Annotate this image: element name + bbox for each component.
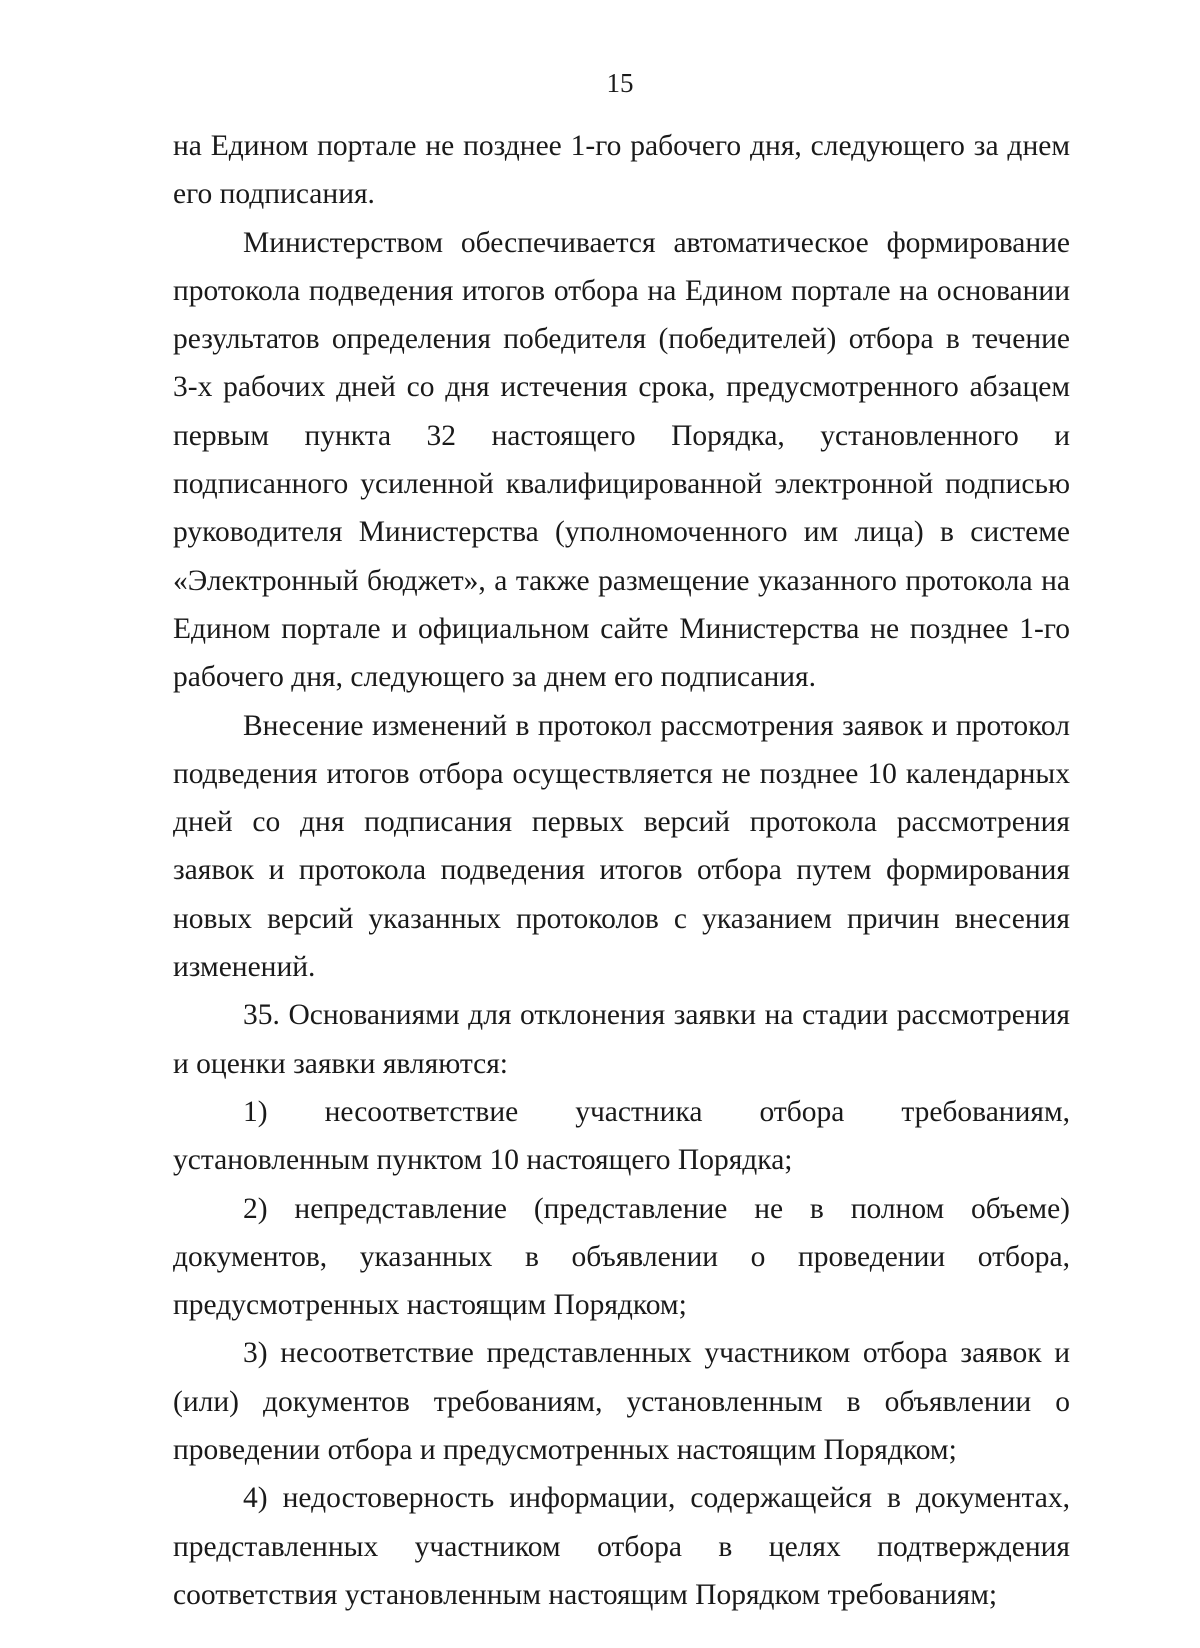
document-body	[173, 122, 1070, 1619]
paragraph-protocol-changes: Внесение изменений в протокол рассмотрения заявок и протокол подведения итогов отбора осуществляется не позднее 10 календарных дней со дня подписания первых версий протокола рассмотрения заявок и протокола подведения итогов отбора путем формирования новых версий указанных протоколов с указанием причин внесения изменений.	[173, 709, 1070, 984]
paragraph-continuation: на Едином портале не позднее 1-го рабочего дня, следующего за днем его подписания.	[173, 130, 1070, 211]
list-item-2: 2) непредставление (представление не в полном объеме) документов, указанных в объявлении о проведении отбора, предусмотренных настоящим Порядком;	[173, 1192, 1070, 1322]
list-item-3: 3) несоответствие представленных участником отбора заявок и (или) документов требованиям, установленным в объявлении о проведении отбора и предусмотренных настоящим Порядком;	[173, 1337, 1070, 1467]
paragraph-rejection-grounds: 35. Основаниями для отклонения заявки на стадии рассмотрения и оценки заявки являются:	[173, 999, 1070, 1080]
list-item-4: 4) недостоверность информации, содержащейся в документах, представленных участником отбора в целях подтверждения соответствия установленным настоящим Порядком требованиям;	[173, 1482, 1070, 1611]
list-item-1: 1) несоответствие участника отбора требованиям, установленным пунктом 10 настоящего Порядка;	[173, 1095, 1070, 1177]
paragraph-protocol-formation: Министерством обеспечивается автоматическое формирование протокола подведения итогов отбора на Едином портале на основании результатов определения победителя (победителей) отбора в течение 3-х рабочих дней со дня истечения срока, предусмотренного абзацем первым пункта 32 настоящего Порядка, установленного и подписанного усиленной квалифицированной электронной подписью руководителя Министерства (уполномоченного им лица) в системе «Электронный бюджет», а также размещение указанного протокола на Едином портале и официальном сайте Министерства не позднее 1-го рабочего дня, следующего за днем его подписания.	[173, 226, 1070, 694]
page-number: 15	[606, 68, 634, 98]
